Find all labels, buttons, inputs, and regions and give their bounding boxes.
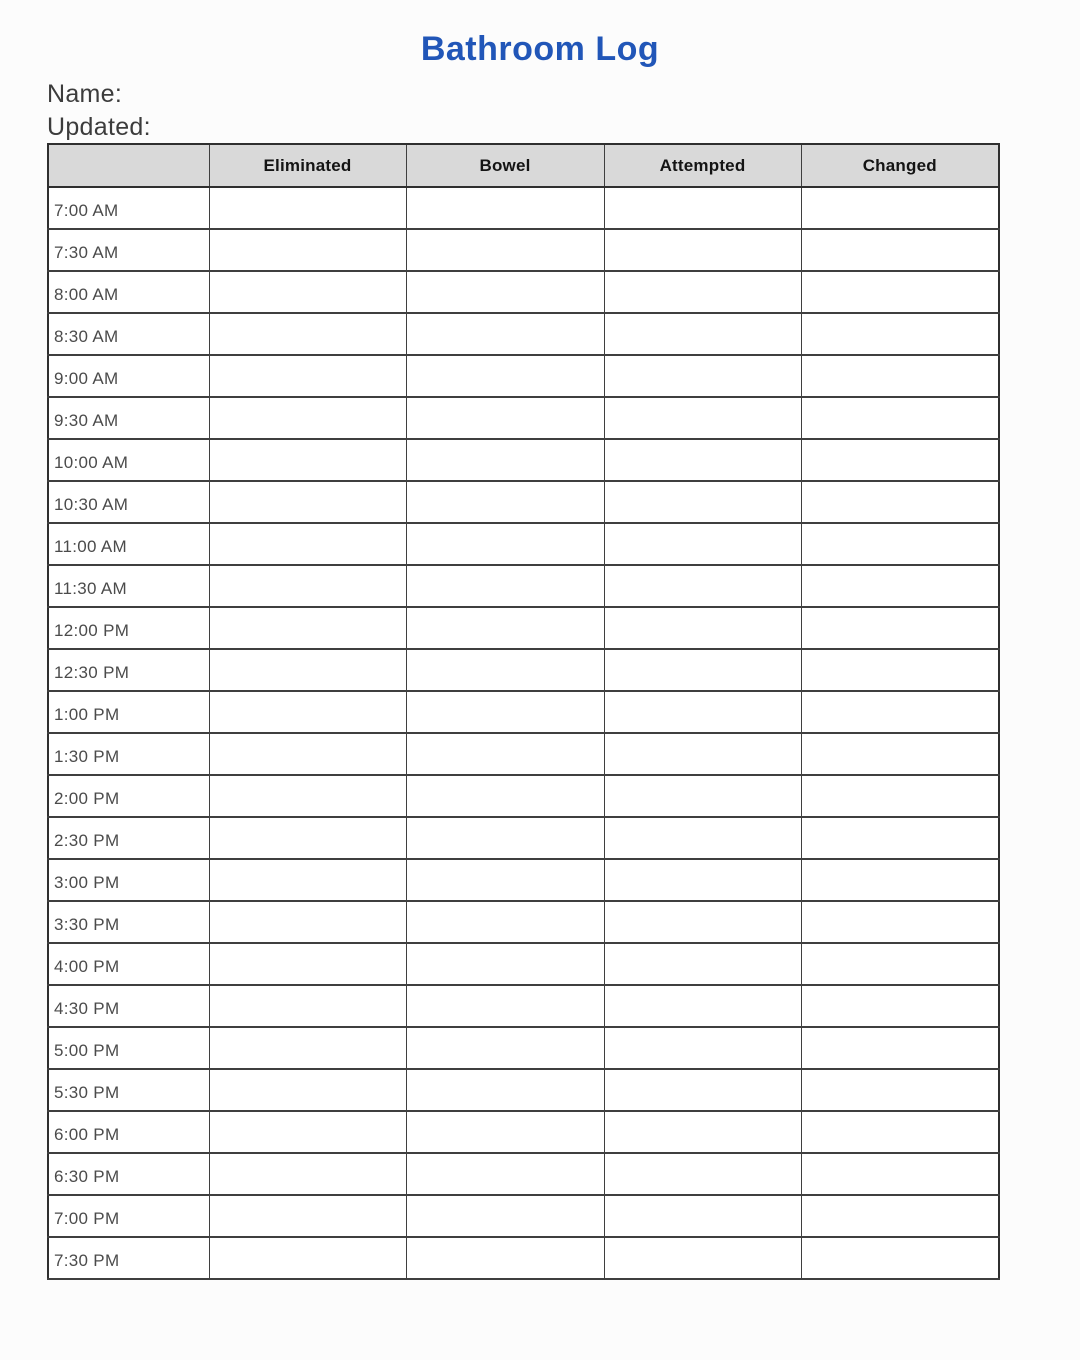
- entry-cell-eliminated: [209, 1153, 406, 1195]
- entry-cell-changed: [801, 775, 999, 817]
- entry-cell-eliminated: [209, 901, 406, 943]
- table-row: [48, 187, 999, 229]
- entry-cell-changed: [801, 1027, 999, 1069]
- header-row: [48, 144, 999, 187]
- updated-label: Updated:: [47, 113, 151, 141]
- header-bowel: Bowel: [406, 144, 604, 187]
- entry-cell-attempted: [604, 1195, 801, 1237]
- entry-cell-bowel: [406, 1153, 604, 1195]
- entry-cell-bowel: [406, 775, 604, 817]
- entry-cell-attempted: [604, 649, 801, 691]
- entry-cell-attempted: [604, 943, 801, 985]
- entry-cell-bowel: [406, 817, 604, 859]
- entry-cell-bowel: [406, 439, 604, 481]
- time-cell: 6:00 PM: [48, 1111, 209, 1153]
- entry-cell-changed: [801, 985, 999, 1027]
- entry-cell-attempted: [604, 565, 801, 607]
- entry-cell-changed: [801, 355, 999, 397]
- entry-cell-attempted: [604, 985, 801, 1027]
- entry-cell-bowel: [406, 565, 604, 607]
- table-row: [48, 523, 999, 565]
- time-cell: 9:30 AM: [48, 397, 209, 439]
- entry-cell-eliminated: [209, 397, 406, 439]
- entry-cell-bowel: [406, 607, 604, 649]
- entry-cell-eliminated: [209, 733, 406, 775]
- entry-cell-changed: [801, 397, 999, 439]
- entry-cell-bowel: [406, 985, 604, 1027]
- entry-cell-attempted: [604, 607, 801, 649]
- entry-cell-changed: [801, 901, 999, 943]
- table-row: [48, 817, 999, 859]
- entry-cell-eliminated: [209, 1111, 406, 1153]
- entry-cell-attempted: [604, 313, 801, 355]
- table-row: [48, 439, 999, 481]
- time-cell: 4:30 PM: [48, 985, 209, 1027]
- entry-cell-bowel: [406, 271, 604, 313]
- time-cell: 2:30 PM: [48, 817, 209, 859]
- table-row: [48, 1153, 999, 1195]
- entry-cell-bowel: [406, 943, 604, 985]
- entry-cell-changed: [801, 1237, 999, 1279]
- time-cell: 8:30 AM: [48, 313, 209, 355]
- time-cell: 5:30 PM: [48, 1069, 209, 1111]
- entry-cell-attempted: [604, 229, 801, 271]
- header-time: [48, 144, 209, 187]
- entry-cell-eliminated: [209, 481, 406, 523]
- time-cell: 10:30 AM: [48, 481, 209, 523]
- entry-cell-eliminated: [209, 313, 406, 355]
- entry-cell-bowel: [406, 523, 604, 565]
- entry-cell-changed: [801, 187, 999, 229]
- entry-cell-attempted: [604, 1237, 801, 1279]
- time-cell: 3:00 PM: [48, 859, 209, 901]
- entry-cell-attempted: [604, 691, 801, 733]
- entry-cell-changed: [801, 817, 999, 859]
- entry-cell-bowel: [406, 859, 604, 901]
- entry-cell-eliminated: [209, 1195, 406, 1237]
- entry-cell-bowel: [406, 313, 604, 355]
- table-row: [48, 271, 999, 313]
- entry-cell-eliminated: [209, 187, 406, 229]
- table-row: [48, 1237, 999, 1279]
- entry-cell-attempted: [604, 859, 801, 901]
- header-attempted: Attempted: [604, 144, 801, 187]
- entry-cell-eliminated: [209, 523, 406, 565]
- page-title: Bathroom Log: [420, 30, 660, 68]
- entry-cell-bowel: [406, 187, 604, 229]
- entry-cell-attempted: [604, 1111, 801, 1153]
- entry-cell-changed: [801, 943, 999, 985]
- entry-cell-attempted: [604, 439, 801, 481]
- entry-cell-bowel: [406, 397, 604, 439]
- table-row: [48, 943, 999, 985]
- table-row: [48, 985, 999, 1027]
- entry-cell-eliminated: [209, 1069, 406, 1111]
- time-cell: 1:30 PM: [48, 733, 209, 775]
- entry-cell-changed: [801, 1195, 999, 1237]
- entry-cell-bowel: [406, 1195, 604, 1237]
- header-changed: Changed: [801, 144, 999, 187]
- entry-cell-eliminated: [209, 943, 406, 985]
- table-row: [48, 1027, 999, 1069]
- time-cell: 7:00 PM: [48, 1195, 209, 1237]
- time-cell: 3:30 PM: [48, 901, 209, 943]
- entry-cell-changed: [801, 439, 999, 481]
- table-row: [48, 733, 999, 775]
- name-label: Name:: [47, 80, 123, 108]
- table-row: [48, 481, 999, 523]
- table-row: [48, 355, 999, 397]
- entry-cell-eliminated: [209, 271, 406, 313]
- entry-cell-bowel: [406, 1237, 604, 1279]
- table-row: [48, 691, 999, 733]
- entry-cell-changed: [801, 481, 999, 523]
- entry-cell-changed: [801, 649, 999, 691]
- entry-cell-changed: [801, 229, 999, 271]
- time-cell: 8:00 AM: [48, 271, 209, 313]
- header-eliminated: Eliminated: [209, 144, 406, 187]
- entry-cell-changed: [801, 523, 999, 565]
- entry-cell-eliminated: [209, 565, 406, 607]
- entry-cell-eliminated: [209, 1237, 406, 1279]
- entry-cell-bowel: [406, 1111, 604, 1153]
- table-row: [48, 229, 999, 271]
- time-cell: 11:00 AM: [48, 523, 209, 565]
- entry-cell-eliminated: [209, 649, 406, 691]
- time-cell: 1:00 PM: [48, 691, 209, 733]
- entry-cell-attempted: [604, 271, 801, 313]
- entry-cell-attempted: [604, 397, 801, 439]
- entry-cell-bowel: [406, 481, 604, 523]
- time-cell: 4:00 PM: [48, 943, 209, 985]
- time-cell: 12:30 PM: [48, 649, 209, 691]
- time-cell: 7:00 AM: [48, 187, 209, 229]
- entry-cell-eliminated: [209, 439, 406, 481]
- entry-cell-attempted: [604, 733, 801, 775]
- entry-cell-attempted: [604, 355, 801, 397]
- entry-cell-attempted: [604, 1027, 801, 1069]
- entry-cell-changed: [801, 1069, 999, 1111]
- table-row: [48, 607, 999, 649]
- entry-cell-eliminated: [209, 817, 406, 859]
- table-row: [48, 397, 999, 439]
- entry-cell-bowel: [406, 649, 604, 691]
- entry-cell-changed: [801, 691, 999, 733]
- time-cell: 5:00 PM: [48, 1027, 209, 1069]
- entry-cell-bowel: [406, 1069, 604, 1111]
- entry-cell-bowel: [406, 1027, 604, 1069]
- entry-cell-changed: [801, 1153, 999, 1195]
- table-row: [48, 649, 999, 691]
- time-cell: 10:00 AM: [48, 439, 209, 481]
- table-row: [48, 1069, 999, 1111]
- entry-cell-changed: [801, 565, 999, 607]
- entry-cell-attempted: [604, 1069, 801, 1111]
- table-row: [48, 565, 999, 607]
- time-cell: 12:00 PM: [48, 607, 209, 649]
- entry-cell-changed: [801, 859, 999, 901]
- table-row: [48, 1195, 999, 1237]
- entry-cell-eliminated: [209, 691, 406, 733]
- table-row: [48, 1111, 999, 1153]
- entry-cell-attempted: [604, 775, 801, 817]
- entry-cell-eliminated: [209, 229, 406, 271]
- entry-cell-attempted: [604, 523, 801, 565]
- entry-cell-attempted: [604, 1153, 801, 1195]
- table-row: [48, 901, 999, 943]
- entry-cell-changed: [801, 1111, 999, 1153]
- table-row: [48, 859, 999, 901]
- entry-cell-eliminated: [209, 355, 406, 397]
- entry-cell-eliminated: [209, 1027, 406, 1069]
- time-cell: 7:30 PM: [48, 1237, 209, 1279]
- entry-cell-bowel: [406, 229, 604, 271]
- time-cell: 7:30 AM: [48, 229, 209, 271]
- entry-cell-changed: [801, 271, 999, 313]
- entry-cell-eliminated: [209, 607, 406, 649]
- entry-cell-changed: [801, 733, 999, 775]
- entry-cell-bowel: [406, 733, 604, 775]
- table-row: [48, 313, 999, 355]
- entry-cell-bowel: [406, 691, 604, 733]
- time-cell: 6:30 PM: [48, 1153, 209, 1195]
- entry-cell-changed: [801, 313, 999, 355]
- time-cell: 2:00 PM: [48, 775, 209, 817]
- entry-cell-attempted: [604, 481, 801, 523]
- entry-cell-changed: [801, 607, 999, 649]
- bathroom-log-table: [47, 143, 1000, 1280]
- entry-cell-attempted: [604, 817, 801, 859]
- entry-cell-eliminated: [209, 985, 406, 1027]
- time-cell: 9:00 AM: [48, 355, 209, 397]
- table-row: [48, 775, 999, 817]
- entry-cell-attempted: [604, 901, 801, 943]
- entry-cell-eliminated: [209, 859, 406, 901]
- entry-cell-bowel: [406, 355, 604, 397]
- entry-cell-attempted: [604, 187, 801, 229]
- entry-cell-bowel: [406, 901, 604, 943]
- time-cell: 11:30 AM: [48, 565, 209, 607]
- entry-cell-eliminated: [209, 775, 406, 817]
